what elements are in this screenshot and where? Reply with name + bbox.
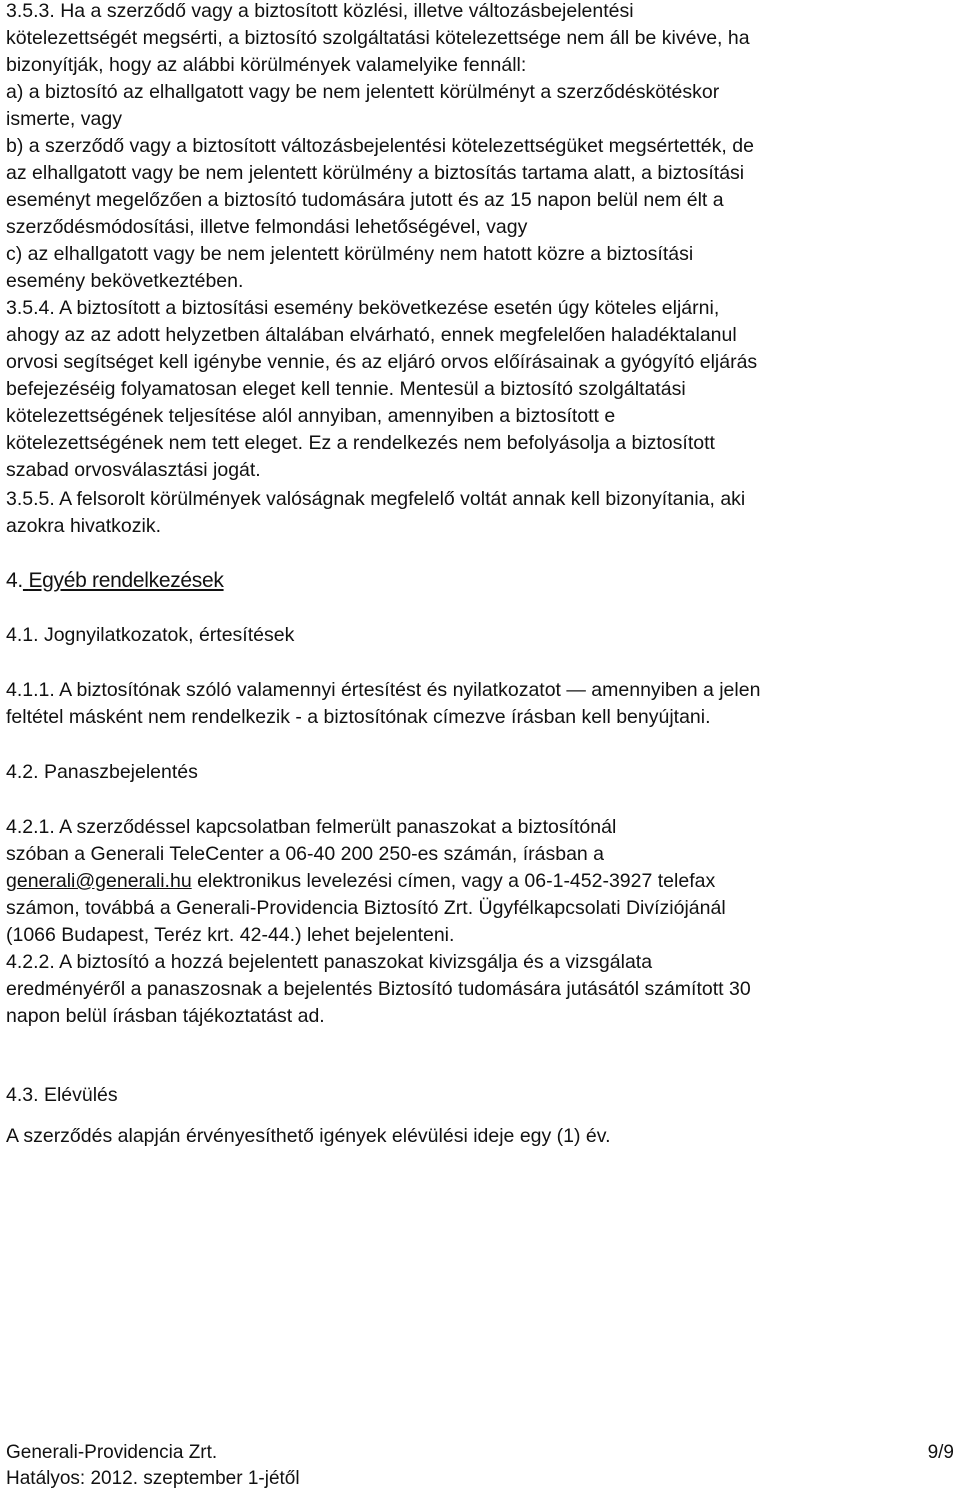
paragraph-line: 4.2.2. A biztosító a hozzá bejelentett panaszokat kivizsgálja és a vizsgálata	[6, 951, 653, 973]
subsection-title: 4.1. Jognyilatkozatok, értesítések	[6, 624, 295, 646]
paragraph-line: eredményéről a panaszosnak a bejelentés Biztosító tudomására jutásától számított 30	[6, 978, 751, 1000]
paragraph-line: 4.1.1. A biztosítónak szóló valamennyi értesítést és nyilatkozatot ― amennyiben a jelen	[6, 679, 761, 701]
paragraph-line: napon belül írásban tájékoztatást ad.	[6, 1005, 325, 1027]
email-link[interactable]: generali@generali.hu	[6, 870, 192, 892]
subsection-title: 4.2. Panaszbejelentés	[6, 761, 198, 783]
paragraph-line: kötelezettségének teljesítése alól annyiban, amennyiben a biztosított e	[6, 405, 616, 427]
paragraph-line: feltétel másként nem rendelkezik - a biztosítónak címezve írásban kell benyújtani.	[6, 706, 711, 728]
paragraph-line: bizonyítják, hogy az alábbi körülmények valamelyike fennáll:	[6, 54, 527, 76]
paragraph-line: a) a biztosító az elhallgatott vagy be nem jelentett körülményt a szerződéskötéskor	[6, 81, 720, 103]
paragraph-line: b) a szerződő vagy a biztosított változásbejelentési kötelezettségüket megsértették, de	[6, 135, 754, 157]
paragraph-line: 3.5.5. A felsorolt körülmények valóságnak megfelelő voltát annak kell bizonyítania, aki	[6, 488, 746, 510]
paragraph-line: számon, továbbá a Generali-Providencia Biztosító Zrt. Ügyfélkapcsolati Divíziójánál	[6, 897, 726, 919]
paragraph-line: szóban a Generali TeleCenter a 06-40 200 250-es számán, írásban a	[6, 843, 605, 865]
paragraph-line: szerződésmódosítási, illetve felmondási lehetőségével, vagy	[6, 216, 528, 238]
paragraph-line: 3.5.3. Ha a szerződő vagy a biztosított közlési, illetve változásbejelentési	[6, 0, 634, 22]
paragraph-line	[6, 868, 715, 895]
paragraph-line: kötelezettségét megsérti, a biztosító szolgáltatási kötelezettsége nem áll be kivéve, ha	[6, 27, 750, 49]
paragraph-line: ahogy az az adott helyzetben általában elvárható, ennek megfelelően haladéktalanul	[6, 324, 737, 346]
paragraph-line: eseményt megelőzően a biztosító tudomására jutott és az 15 napon belül nem élt a	[6, 189, 724, 211]
page-number: 9/9	[927, 1442, 954, 1463]
footer-company: Generali-Providencia Zrt.	[6, 1442, 218, 1463]
paragraph-line: A szerződés alapján érvényesíthető igények elévülési ideje egy (1) év.	[6, 1125, 611, 1147]
subsection-title: 4.3. Elévülés	[6, 1084, 118, 1106]
paragraph-line-rest: elektronikus levelezési címen, vagy a 06-1-452-3927 telefax	[191, 870, 716, 892]
section-number: 4.	[6, 569, 23, 592]
paragraph-line: ismerte, vagy	[6, 108, 122, 130]
paragraph-line: szabad orvosválasztási jogát.	[6, 459, 261, 481]
footer-effective-date: Hatályos: 2012. szeptember 1-jétől	[6, 1468, 300, 1489]
paragraph-line: c) az elhallgatott vagy be nem jelentett körülmény nem hatott közre a biztosítási	[6, 243, 694, 265]
paragraph-line: orvosi segítséget kell igénybe vennie, és az eljáró orvos előírásainak a gyógyító eljárás	[6, 351, 758, 373]
section-title: Egyéb rendelkezések	[28, 569, 224, 592]
paragraph-line: befejezéséig folyamatosan eleget kell tennie. Mentesül a biztosító szolgáltatási	[6, 378, 686, 400]
paragraph-line: kötelezettségének nem tett eleget. Ez a rendelkezés nem befolyásolja a biztosított	[6, 432, 715, 454]
paragraph-line: 3.5.4. A biztosított a biztosítási esemény bekövetkezése esetén úgy köteles eljárni,	[6, 297, 720, 319]
paragraph-line: 4.2.1. A szerződéssel kapcsolatban felmerült panaszokat a biztosítónál	[6, 816, 617, 838]
paragraph-line: az elhallgatott vagy be nem jelentett körülmény a biztosítás tartama alatt, a biztosítási	[6, 162, 745, 184]
paragraph-line: azokra hivatkozik.	[6, 515, 161, 537]
paragraph-line: esemény bekövetkeztében.	[6, 270, 244, 292]
paragraph-line: (1066 Budapest, Teréz krt. 42-44.) lehet bejelenteni.	[6, 924, 455, 946]
section-heading	[6, 567, 224, 594]
